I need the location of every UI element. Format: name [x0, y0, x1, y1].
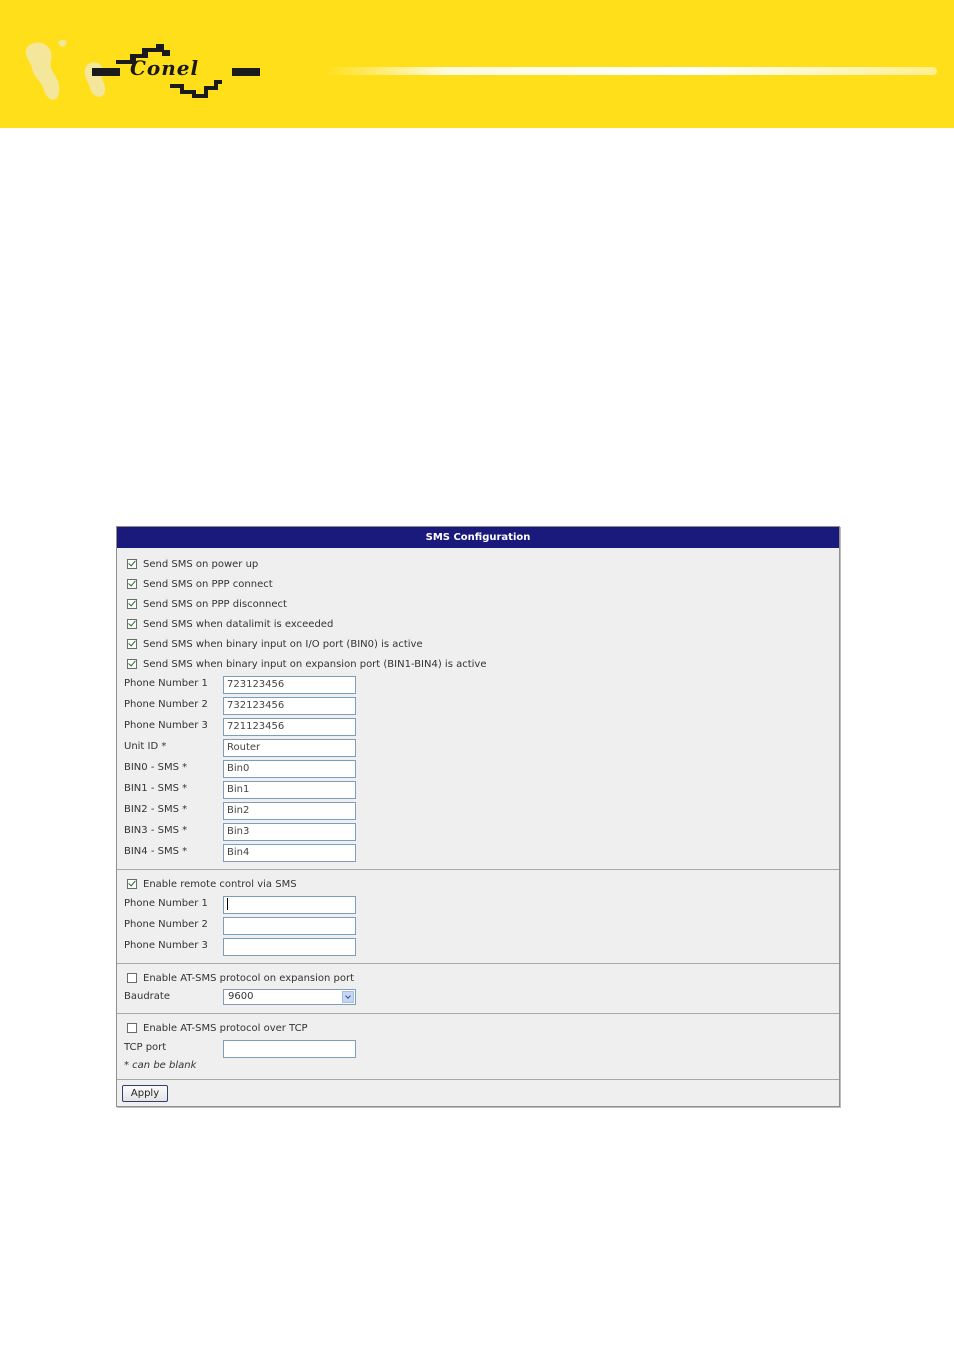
field-label: Baudrate [124, 991, 170, 1002]
blank-note: * can be blank [124, 1060, 197, 1071]
apply-button[interactable]: Apply [122, 1085, 168, 1102]
field-label: TCP port [124, 1042, 167, 1053]
brand-name: Conel [130, 56, 200, 80]
banner-light-streak [325, 67, 937, 75]
chevron-down-icon[interactable] [342, 991, 354, 1003]
text-cursor [227, 898, 228, 910]
checkbox-label: Send SMS on power up [143, 558, 259, 570]
section-divider [117, 963, 839, 964]
bin1-sms-input[interactable]: Bin1 [223, 781, 356, 799]
phone-number-3-input[interactable]: 721123456 [223, 718, 356, 736]
checkbox-send-sms-power-up[interactable] [127, 559, 137, 569]
remote-phone-number-1-input[interactable] [223, 896, 356, 914]
checkbox-send-sms-expansion[interactable] [127, 659, 137, 669]
checkbox-enable-at-sms-tcp[interactable] [127, 1023, 137, 1033]
field-label: BIN1 - SMS * [124, 783, 188, 794]
field-label: Phone Number 2 [124, 919, 208, 930]
option-row[interactable] [117, 616, 333, 632]
checkbox-label: Enable AT-SMS protocol over TCP [143, 1022, 308, 1034]
checkbox-send-sms-datalimit[interactable] [127, 619, 137, 629]
checkbox-label: Send SMS on PPP connect [143, 578, 273, 590]
bin3-sms-input[interactable]: Bin3 [223, 823, 356, 841]
option-row[interactable] [117, 1020, 308, 1036]
checkbox-label: Send SMS when binary input on expansion port (BIN1-BIN4) is active [143, 658, 487, 670]
checkbox-send-sms-ppp-connect[interactable] [127, 579, 137, 589]
option-row[interactable] [117, 656, 487, 672]
phone-number-1-input[interactable]: 723123456 [223, 676, 356, 694]
section-divider [117, 1013, 839, 1014]
remote-phone-number-3-input[interactable] [223, 938, 356, 956]
option-row[interactable] [117, 576, 273, 592]
option-row[interactable] [117, 970, 354, 986]
field-label: Phone Number 3 [124, 720, 208, 731]
panel-title: SMS Configuration [117, 527, 839, 548]
bin2-sms-input[interactable]: Bin2 [223, 802, 356, 820]
option-row[interactable] [117, 596, 287, 612]
field-label: BIN0 - SMS * [124, 762, 188, 773]
section-divider [117, 869, 839, 870]
bin4-sms-input[interactable]: Bin4 [223, 844, 356, 862]
checkbox-enable-at-sms-expansion[interactable] [127, 973, 137, 983]
checkbox-label: Enable AT-SMS protocol on expansion port [143, 972, 355, 984]
section-divider [117, 1079, 839, 1080]
checkbox-label: Enable remote control via SMS [143, 878, 297, 890]
baudrate-select[interactable] [223, 989, 356, 1005]
option-row[interactable] [117, 556, 258, 572]
field-label: Phone Number 2 [124, 699, 208, 710]
field-label: BIN4 - SMS * [124, 846, 188, 857]
remote-phone-number-2-input[interactable] [223, 917, 356, 935]
select-value: 9600 [228, 991, 254, 1002]
field-label: BIN3 - SMS * [124, 825, 188, 836]
checkbox-send-sms-bin0[interactable] [127, 639, 137, 649]
bin0-sms-input[interactable]: Bin0 [223, 760, 356, 778]
field-label: Unit ID * [124, 741, 167, 752]
sms-configuration-panel [116, 526, 840, 1107]
checkbox-label: Send SMS when datalimit is exceeded [143, 618, 334, 630]
header-banner [0, 0, 954, 128]
field-label: BIN2 - SMS * [124, 804, 188, 815]
checkbox-label: Send SMS when binary input on I/O port (BIN0) is active [143, 638, 423, 650]
field-label: Phone Number 1 [124, 898, 208, 909]
checkbox-send-sms-ppp-disconnect[interactable] [127, 599, 137, 609]
tcp-port-input[interactable] [223, 1040, 356, 1058]
phone-number-2-input[interactable]: 732123456 [223, 697, 356, 715]
unit-id-input[interactable]: Router [223, 739, 356, 757]
field-label: Phone Number 1 [124, 678, 208, 689]
option-row[interactable] [117, 636, 423, 652]
field-label: Phone Number 3 [124, 940, 208, 951]
option-row[interactable] [117, 876, 297, 892]
checkbox-enable-remote-control[interactable] [127, 879, 137, 889]
checkbox-label: Send SMS on PPP disconnect [143, 598, 287, 610]
